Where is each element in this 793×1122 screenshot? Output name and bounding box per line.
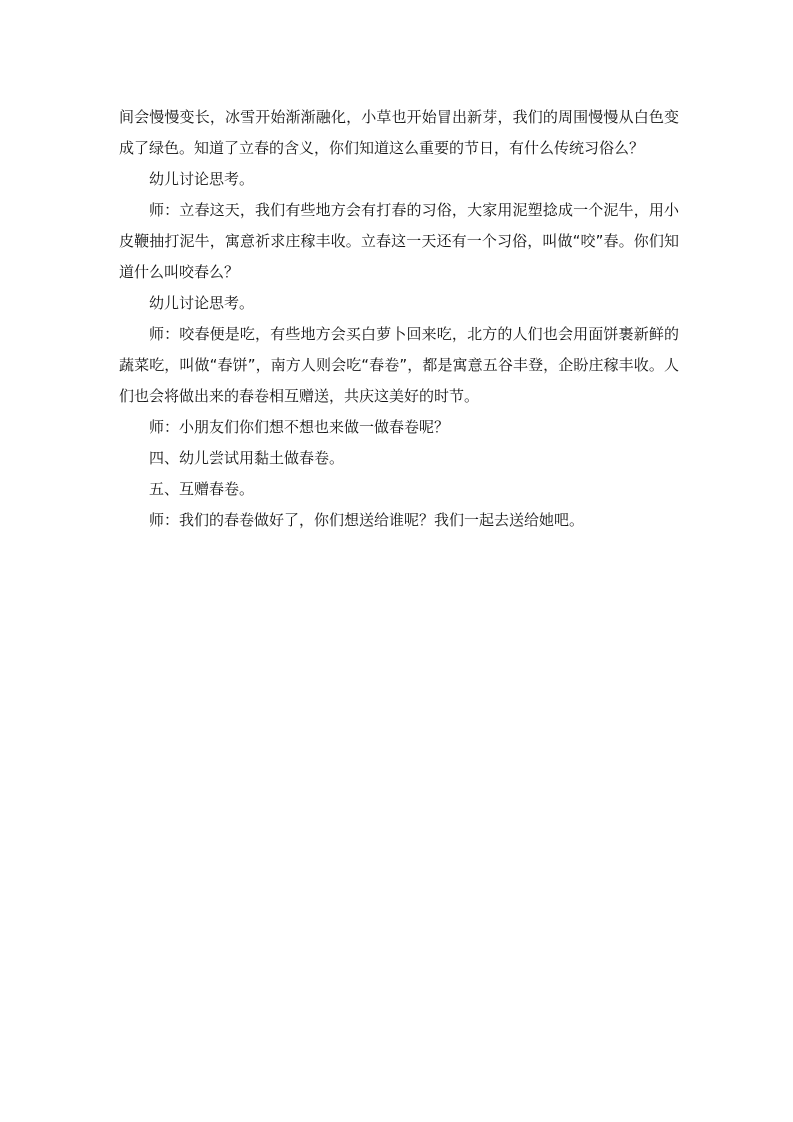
paragraph-teacher-closing: 师：我们的春卷做好了，你们想送给谁呢？我们一起去送给她吧。 bbox=[149, 511, 585, 529]
paragraph-children-discuss-2: 幼儿讨论思考。 bbox=[149, 294, 255, 312]
paragraph-teacher-question: 师：小朋友们你们想不想也来做一做春卷呢？ bbox=[149, 418, 450, 436]
paragraph-children-discuss-1: 幼儿讨论思考。 bbox=[149, 170, 255, 188]
paragraph-teacher-yaochun: 师：咬春便是吃，有些地方会买白萝卜回来吃，北方的人们也会用面饼裹新鲜的蔬菜吃，叫做“春饼”，南方人则会吃“春卷”，都是寓意五谷丰登，企盼庄稼丰收。人们也会将做出来的春卷相互赠送，共庆这美好的时节。 bbox=[119, 325, 679, 405]
document-body bbox=[119, 102, 679, 536]
paragraph-step-five: 五、互赠春卷。 bbox=[149, 480, 255, 498]
paragraph-teacher-lichun-customs: 师：立春这天，我们有些地方会有打春的习俗，大家用泥塑捻成一个泥牛，用小皮鞭抽打泥牛，寓意祈求庄稼丰收。立春这一天还有一个习俗，叫做“咬”春。你们知道什么叫咬春么？ bbox=[119, 201, 679, 281]
paragraph-continuation: 间会慢慢变长，冰雪开始渐渐融化，小草也开始冒出新芽，我们的周围慢慢从白色变成了绿色。知道了立春的含义，你们知道这么重要的节日，有什么传统习俗么？ bbox=[119, 108, 679, 157]
paragraph-step-four: 四、幼儿尝试用黏土做春卷。 bbox=[149, 449, 345, 467]
